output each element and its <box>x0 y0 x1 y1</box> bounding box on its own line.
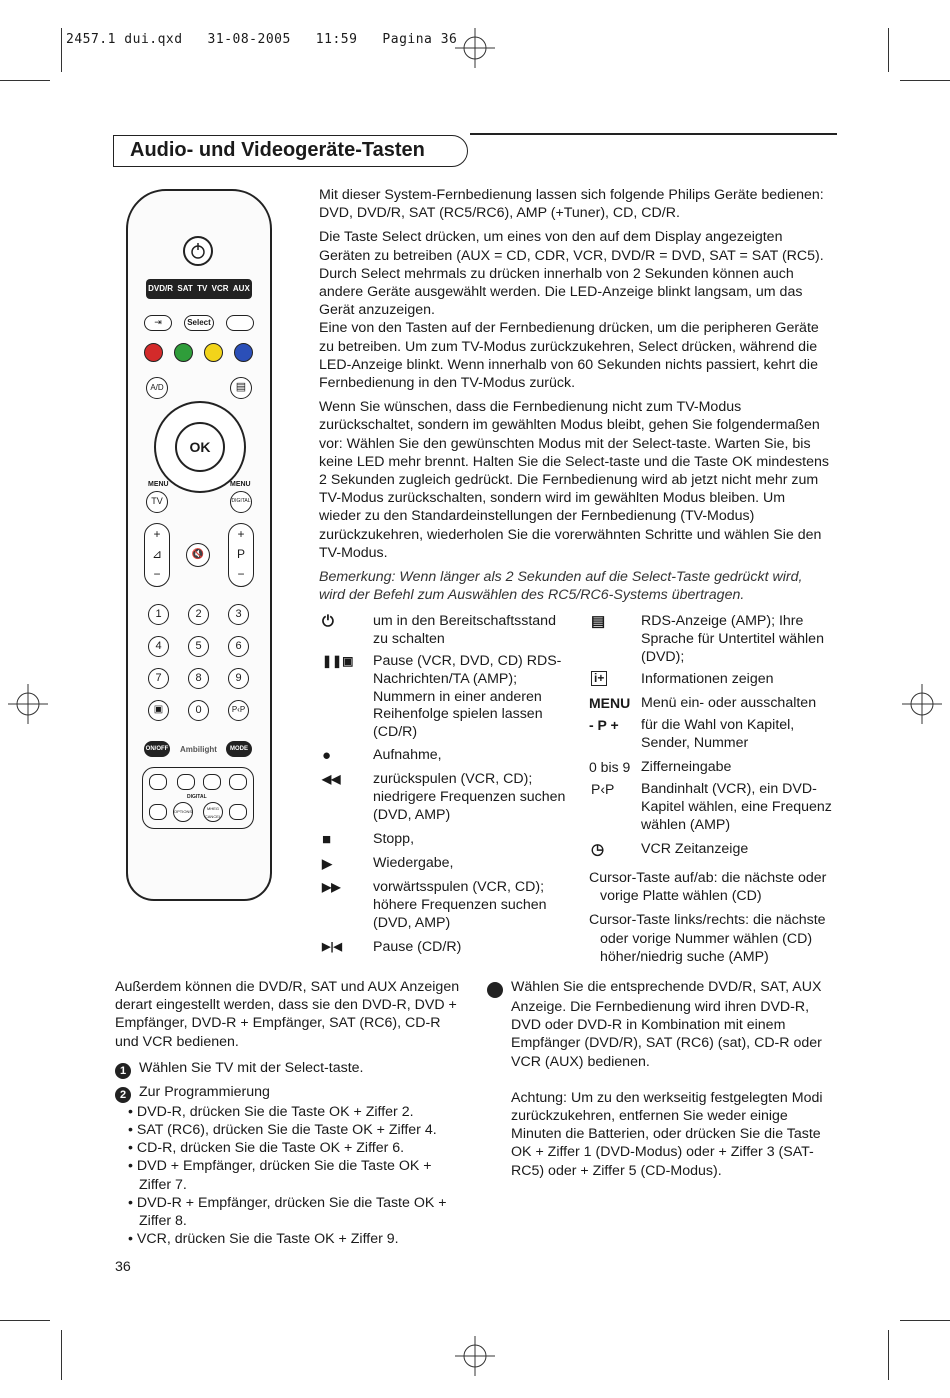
intro-paragraph-2: Die Taste Select drücken, um eines von den auf dem Display angezeigten Geräten zu betreiben (AUX = CD, CDR, VCR, DVD/R = DVD, SAT = SAT (RC5). Durch Select mehrmals zu drücken innerhalb von 2 Sekunden können auch andere Geräte ausgewählt werden. Die LED-Anzeige blinkt langsam, um das Gerät anzuzeigen. <box>319 229 824 319</box>
menu-label-right: MENU <box>230 481 251 488</box>
digit-4[interactable]: 4 <box>148 636 169 657</box>
stop-icon: ■ <box>322 831 332 848</box>
ok-button[interactable]: OK <box>175 422 225 472</box>
cursor-ring[interactable] <box>154 401 246 493</box>
key-row-program: - P + für die Wahl von Kapitel, Sender, Nummer <box>589 717 795 751</box>
key-legend-left <box>322 613 572 955</box>
ambilight-label: Ambilight <box>180 745 217 754</box>
forward-icon: ▶▶ <box>322 880 341 894</box>
intro-paragraph-4: Wenn Sie wünschen, dass die Fernbedienung nicht zum TV-Modus zurückschaltet, sondern im gewählten Modus bleibt, gehen Sie folgendermaßen vor: Wählen Sie den gewünschten Modus mit der Select-taste. Warten Sie, bis keine LED mehr brennt. Halten Sie die Select-taste und die Taste OK mindestens 2 Sekunden zugleich gedrückt. Die Fernbedienung wird ab jetzt nicht mehr zum TV-Modus zurückschalten, sondern wird im gewählten Modus bleiben. Um wieder zu den Standardeinstellungen der Fernbedienung (TV-Modus) zurückzukehren, wiederholen Sie die vorerwähnten Schritte und wählen Sie den TV-Modus. <box>319 399 829 561</box>
ambilight-mode-button[interactable]: MODE <box>226 741 252 757</box>
digit-1[interactable]: 1 <box>148 604 169 625</box>
source-button[interactable]: ⇥ <box>144 315 172 331</box>
key-row-play: ▶ Wiedergabe, <box>322 855 454 871</box>
info-button[interactable]: ▣ <box>148 700 169 721</box>
key-row-rewind: ◀◀ zurückspulen (VCR, CD); niedrigere Frequenzen suchen (DVD, AMP) <box>322 771 566 823</box>
intro-section <box>319 186 829 610</box>
step-3: 3 Wählen Sie die entsprechende DVD/R, SAT, AUX Anzeige. Die Fernbedienung wird ihren DVD-R, DVD oder DVD-R in Kombination mit einem Empfänger (DVD/R), SAT (RC6) (sat), CD-R oder VCR (AUX) bedienen. <box>479 979 822 1070</box>
list-item: • DVD-R, drücken Sie die Taste OK + Ziffer 2. <box>128 1103 414 1120</box>
key-row-pause-cdr: ▶|◀ Pause (CD/R) <box>322 939 462 955</box>
step-2: 2 Zur Programmierung <box>115 1083 465 1103</box>
intro-paragraph-3: Eine von den Tasten auf der Fernbedienung drücken, um die peripheren Geräte zu betreiben. Um zum TV-Modus zurückzukehren, Select drücken, während die LED-Anzeige blinkt. Wenn innerhalb von 60 Sekunden nichts passiert, kehrt die Fernbedienung in den TV-Modus zurück. <box>319 320 819 392</box>
play-icon: ▶ <box>322 856 332 871</box>
select-button[interactable]: Select <box>184 315 214 331</box>
key-legend-right <box>589 613 839 857</box>
registration-mark-bottom <box>455 1336 495 1376</box>
crop-mark <box>888 1330 889 1380</box>
cursor-notes <box>589 869 839 972</box>
title-rule <box>470 133 837 135</box>
mode-label-sat: SAT <box>177 284 193 293</box>
digit-2[interactable]: 2 <box>188 604 209 625</box>
programming-section <box>115 978 465 1248</box>
key-row-forward: ▶▶ vorwärtsspulen (VCR, CD); höhere Frequenzen suchen (DVD, AMP) <box>322 879 547 931</box>
green-button[interactable] <box>174 343 193 362</box>
list-item: • DVD + Empfänger, drücken Sie die Taste OK + Ziffer 7. <box>128 1158 432 1193</box>
options-button[interactable]: OPTIONS <box>173 802 193 822</box>
page-number: 36 <box>115 1259 131 1275</box>
registration-mark-right <box>902 684 942 724</box>
mheg-cancel-button[interactable]: MHEG CANCEL <box>203 802 223 822</box>
yellow-button[interactable] <box>204 343 223 362</box>
intro-note: Bemerkung: Wenn länger als 2 Sekunden auf die Select-Taste gedrückt wird, wird der Befehl zum Auswählen des RC5/RC6-Systems übertragen. <box>319 569 803 604</box>
print-header: 2457.1 dui.qxd 31-08-2005 11:59 Pagina 36 <box>66 32 458 47</box>
tv-menu-button[interactable]: TV <box>146 491 168 513</box>
mode-display <box>146 279 252 299</box>
mode-label-vcr: VCR <box>211 284 229 293</box>
power-button[interactable] <box>183 236 213 266</box>
page-title: Audio- und Videogeräte-Tasten <box>130 139 425 161</box>
digit-5[interactable]: 5 <box>188 636 209 657</box>
digit-8[interactable]: 8 <box>188 668 209 689</box>
registration-mark-top <box>455 28 495 68</box>
warning-note: Achtung: Um zu den werkseitig festgelegten Modi zurückzukehren, entfernen Sie weder einige Minuten die Batterien, oder drücken Sie die Taste OK + Ziffer 1 (DVD-Modus) oder + Ziffer 3 (SAT-RC5) oder + Ziffer 5 (CD-Modus). <box>511 1089 823 1179</box>
volume-rocker[interactable]: + ⊿ − <box>144 523 170 587</box>
programming-list <box>115 1103 465 1249</box>
fast-forward-button[interactable] <box>226 315 254 331</box>
pp-icon: P‹P <box>591 781 615 797</box>
red-button[interactable] <box>144 343 163 362</box>
panel-button-2[interactable] <box>177 774 195 790</box>
blue-button[interactable] <box>234 343 253 362</box>
standby-icon: ⏻ <box>322 613 334 630</box>
programming-intro: Außerdem können die DVD/R, SAT und AUX Anzeigen derart eingestellt werden, dass sie den DVD-R, DVD + Empfänger, DVD-R + Empfänger, SAT (RC6), CD-R und VCR bedienen. <box>115 979 460 1050</box>
rewind-icon: ◀◀ <box>322 772 341 786</box>
key-row-digits: 0 bis 9 Zifferneingabe <box>589 759 732 775</box>
key-row-pp: P‹P Bandinhalt (VCR), ein DVD-Kapitel wählen, eine Frequenz wählen (AMP) <box>591 781 832 833</box>
digit-7[interactable]: 7 <box>148 668 169 689</box>
digital-bar-label: DIGITAL <box>187 794 207 800</box>
registration-mark-left <box>8 684 48 724</box>
crop-mark <box>900 80 950 81</box>
key-row-rds: ▤ RDS-Anzeige (AMP); Ihre Sprache für Untertitel wählen (DVD); <box>591 613 824 665</box>
crop-mark <box>888 28 889 72</box>
panel-button-4[interactable] <box>229 774 247 790</box>
intro-paragraph-1: Mit dieser System-Fernbedienung lassen sich folgende Philips Geräte bedienen: DVD, DVD/R, SAT (RC5/RC6), AMP (+Tuner), CD, CD/R. <box>319 187 824 222</box>
info-icon: i+ <box>591 671 607 686</box>
cursor-leftright-note: Cursor-Taste links/rechts: die nächste oder vorige Nummer wählen (CD) höher/niedrig suche (AMP) <box>589 912 826 965</box>
key-row-standby: ⏻ um in den Bereitschaftsstand zu schalten <box>322 613 556 647</box>
cursor-updown-note: Cursor-Taste auf/ab: die nächste oder vorige Platte wählen (CD) <box>589 870 827 905</box>
list-item: • DVD-R + Empfänger, drücken Sie die Taste OK + Ziffer 8. <box>128 1194 447 1230</box>
digit-0[interactable]: 0 <box>188 700 209 721</box>
list-item: • CD-R, drücken Sie die Taste OK + Ziffer 6. <box>128 1140 405 1157</box>
menu-label-left: MENU <box>148 481 169 488</box>
key-row-clock: ◷ VCR Zeitanzeige <box>591 841 749 858</box>
record-icon: ● <box>322 747 332 764</box>
digit-9[interactable]: 9 <box>228 668 249 689</box>
mode-label-aux: AUX <box>232 284 250 293</box>
step-3-section <box>479 978 837 1186</box>
crop-mark <box>61 1330 62 1380</box>
key-row-pause: ❚❚▣ Pause (VCR, DVD, CD) RDS-Nachrichten/TA (AMP); Nummern in einer anderen Reihenfolge spielen lassen (CD/R) <box>322 653 562 741</box>
step-icon: ▶|◀ <box>322 941 342 953</box>
panel-button-1[interactable] <box>149 774 167 790</box>
remote-control <box>126 189 272 901</box>
digit-6[interactable]: 6 <box>228 636 249 657</box>
mode-label-tv: TV <box>197 284 208 293</box>
crop-mark <box>900 1320 950 1321</box>
digit-3[interactable]: 3 <box>228 604 249 625</box>
rds-icon: ▤ <box>591 613 606 630</box>
clock-icon: ◷ <box>591 841 605 858</box>
program-label: P <box>236 547 245 561</box>
ambilight-onoff-button[interactable]: ON/OFF <box>144 741 170 757</box>
key-row-record: ● Aufnahme, <box>322 747 442 764</box>
pp-button[interactable]: P‹P <box>228 700 249 721</box>
teletext-button[interactable]: ▤ <box>230 377 252 399</box>
digital-panel <box>142 767 254 829</box>
digital-menu-button[interactable]: DIGITAL <box>230 491 252 513</box>
step-1: 1 Wählen Sie TV mit der Select-taste. <box>115 1059 465 1079</box>
ad-button[interactable]: A/D <box>146 377 168 399</box>
crop-mark <box>0 80 50 81</box>
step-1-number: 1 <box>115 1063 131 1079</box>
key-row-menu: MENU Menü ein- oder ausschalten <box>589 695 817 711</box>
key-row-info: i+ Informationen zeigen <box>589 671 839 693</box>
crop-mark <box>0 1320 50 1321</box>
pause-icon: ❚❚▣ <box>322 654 354 668</box>
program-rocker[interactable]: + P − <box>228 523 254 587</box>
mute-button[interactable]: 🔇 <box>186 543 210 567</box>
panel-button-6[interactable] <box>229 804 247 820</box>
list-item: • VCR, drücken Sie die Taste OK + Ziffer 9. <box>128 1231 399 1248</box>
key-row-stop: ■ Stopp, <box>322 831 415 848</box>
panel-button-5[interactable] <box>149 804 167 820</box>
power-icon <box>185 238 211 264</box>
mode-label-dvdr: DVD/R <box>148 284 174 293</box>
crop-mark <box>61 28 62 72</box>
step-3-number: 3 <box>487 982 503 998</box>
step-2-number: 2 <box>115 1087 131 1103</box>
panel-button-3[interactable] <box>203 774 221 790</box>
list-item: • SAT (RC6), drücken Sie die Taste OK + Ziffer 4. <box>128 1122 437 1139</box>
